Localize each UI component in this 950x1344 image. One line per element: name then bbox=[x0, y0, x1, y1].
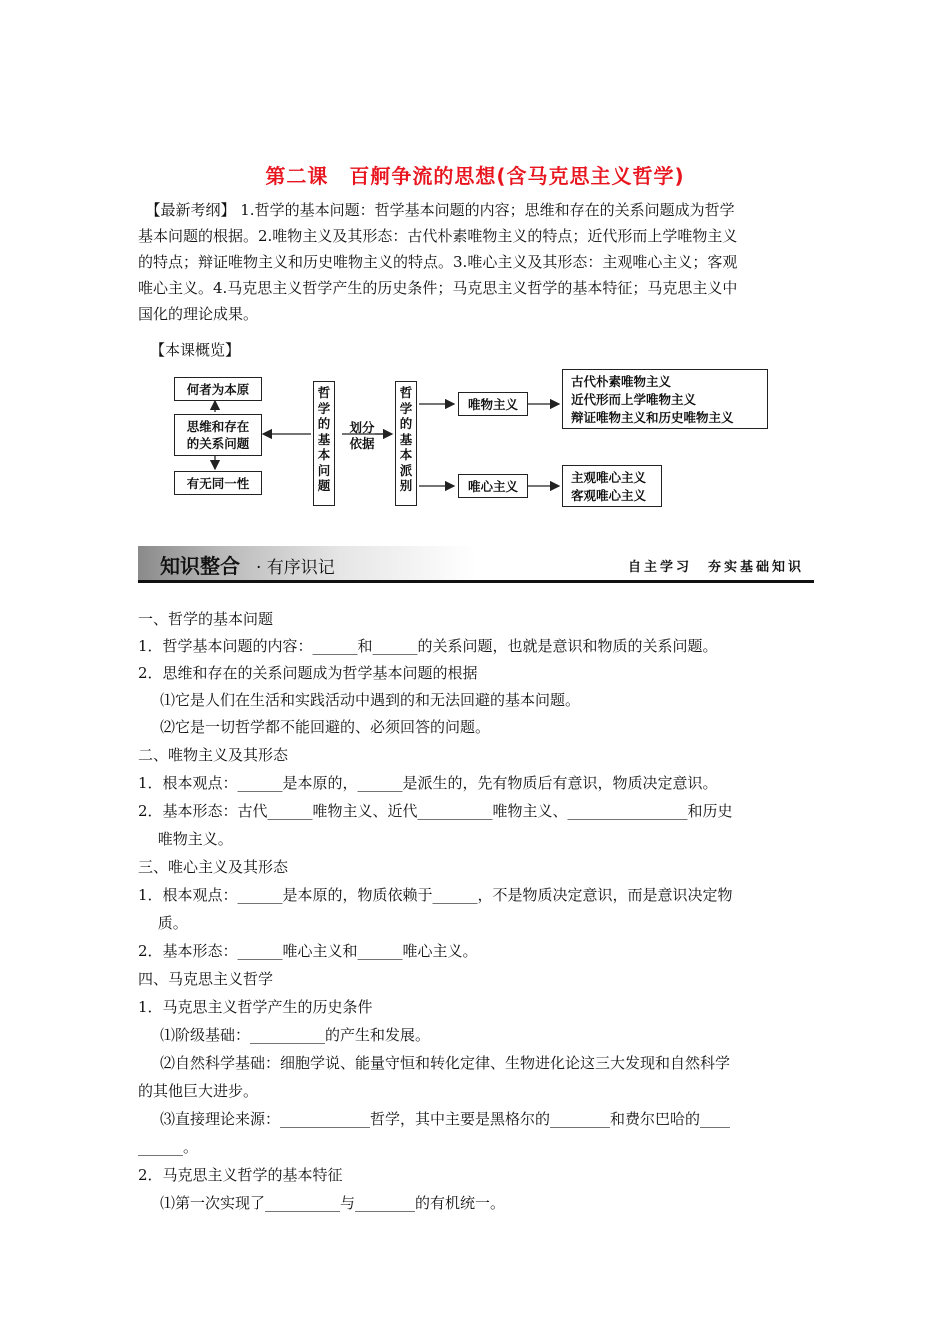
banner-heading: 知识整合 bbox=[160, 554, 240, 578]
banner-underline bbox=[138, 580, 814, 583]
division-line-2: 依据 bbox=[349, 436, 375, 451]
division-basis bbox=[347, 420, 377, 452]
content-line: 唯物主义。 bbox=[138, 830, 233, 848]
content-line: 质。 bbox=[138, 914, 188, 932]
syllabus-line: 的特点；辩证唯物主义和历史唯物主义的特点。3.唯心主义及其形态：主观唯心主义；客观 bbox=[138, 253, 738, 271]
content-line: ⑵自然科学基础：细胞学说、能量守恒和转化定律、生物进化论这三大发现和自然科学 bbox=[160, 1054, 731, 1072]
box-idealism: 唯心主义 bbox=[458, 474, 528, 498]
materialism-forms-box bbox=[562, 369, 768, 429]
vbox-basic-question: 哲学的基本问题 bbox=[313, 381, 335, 506]
content-line: 1．马克思主义哲学产生的历史条件 bbox=[138, 998, 373, 1016]
materialism-form: 古代朴素唯物主义 bbox=[571, 374, 672, 389]
content-line: ______。 bbox=[138, 1138, 199, 1156]
box-relation-line-2: 的关系问题 bbox=[186, 436, 250, 451]
syllabus-line: 国化的理论成果。 bbox=[138, 305, 259, 323]
idealism-form: 主观唯心主义 bbox=[571, 470, 647, 485]
content-line: 1．根本观点：______是本原的，______是派生的，先有物质后有意识，物质决定意识。 bbox=[138, 774, 718, 792]
content-line: 的其他巨大进步。 bbox=[138, 1082, 259, 1100]
overview-label: 【本课概览】 bbox=[150, 341, 241, 359]
content-line: 2．马克思主义哲学的基本特征 bbox=[138, 1166, 343, 1184]
syllabus-line: 【最新考纲】 1.哲学的基本问题：哲学基本问题的内容；思维和存在的关系问题成为哲学 bbox=[138, 201, 735, 219]
box-identity: 有无同一性 bbox=[174, 471, 262, 495]
content-line: ⑴阶级基础：__________的产生和发展。 bbox=[160, 1026, 431, 1044]
section-heading: 四、马克思主义哲学 bbox=[138, 970, 274, 988]
content-line: ⑶直接理论来源：____________哲学，其中主要是黑格尔的________和费尔巴哈的____ bbox=[160, 1110, 731, 1128]
box-thinking-being bbox=[174, 414, 262, 456]
box-materialism: 唯物主义 bbox=[458, 392, 528, 416]
content-line: 1．哲学基本问题的内容：______和______的关系问题，也就是意识和物质的关系问题。 bbox=[138, 637, 718, 655]
materialism-form: 辩证唯物主义和历史唯物主义 bbox=[571, 410, 734, 425]
content-line: 2．基本形态：古代______唯物主义、近代__________唯物主义、________________和历史 bbox=[138, 802, 733, 820]
box-origin: 何者为本原 bbox=[174, 377, 262, 401]
content-line: ⑵它是一切哲学都不能回避的、必须回答的问题。 bbox=[160, 718, 491, 736]
division-line-1: 划分 bbox=[349, 420, 375, 435]
page-title: 第二课 百舸争流的思想(含马克思主义哲学) bbox=[265, 164, 685, 188]
section-heading: 一、哲学的基本问题 bbox=[138, 610, 274, 628]
content-line: 2．基本形态：______唯心主义和______唯心主义。 bbox=[138, 942, 478, 960]
syllabus-line: 唯心主义。4.马克思主义哲学产生的历史条件；马克思主义哲学的基本特征；马克思主义中 bbox=[138, 279, 738, 297]
box-relation-line-1: 思维和存在 bbox=[186, 419, 250, 434]
content-line: ⑴它是人们在生活和实践活动中遇到的和无法回避的基本问题。 bbox=[160, 691, 581, 709]
content-line: 1．根本观点：______是本原的，物质依赖于______，不是物质决定意识，而是意识决定物 bbox=[138, 886, 733, 904]
idealism-form: 客观唯心主义 bbox=[571, 488, 647, 503]
section-banner bbox=[138, 546, 814, 584]
content-line: 2．思维和存在的关系问题成为哲学基本问题的根据 bbox=[138, 664, 478, 682]
section-heading: 二、唯物主义及其形态 bbox=[138, 746, 289, 764]
banner-subheading: · 有序识记 bbox=[256, 558, 335, 578]
syllabus-line: 基本问题的根据。2.唯物主义及其形态：古代朴素唯物主义的特点；近代形而上学唯物主义 bbox=[138, 227, 738, 245]
idealism-forms-box bbox=[562, 465, 662, 507]
section-heading: 三、唯心主义及其形态 bbox=[138, 858, 289, 876]
materialism-form: 近代形而上学唯物主义 bbox=[571, 392, 697, 407]
banner-right-text: 自主学习 夯实基础知识 bbox=[627, 560, 804, 575]
content-line: ⑴第一次实现了__________与________的有机统一。 bbox=[160, 1194, 506, 1212]
vbox-basic-schools: 哲学的基本派别 bbox=[395, 381, 417, 506]
